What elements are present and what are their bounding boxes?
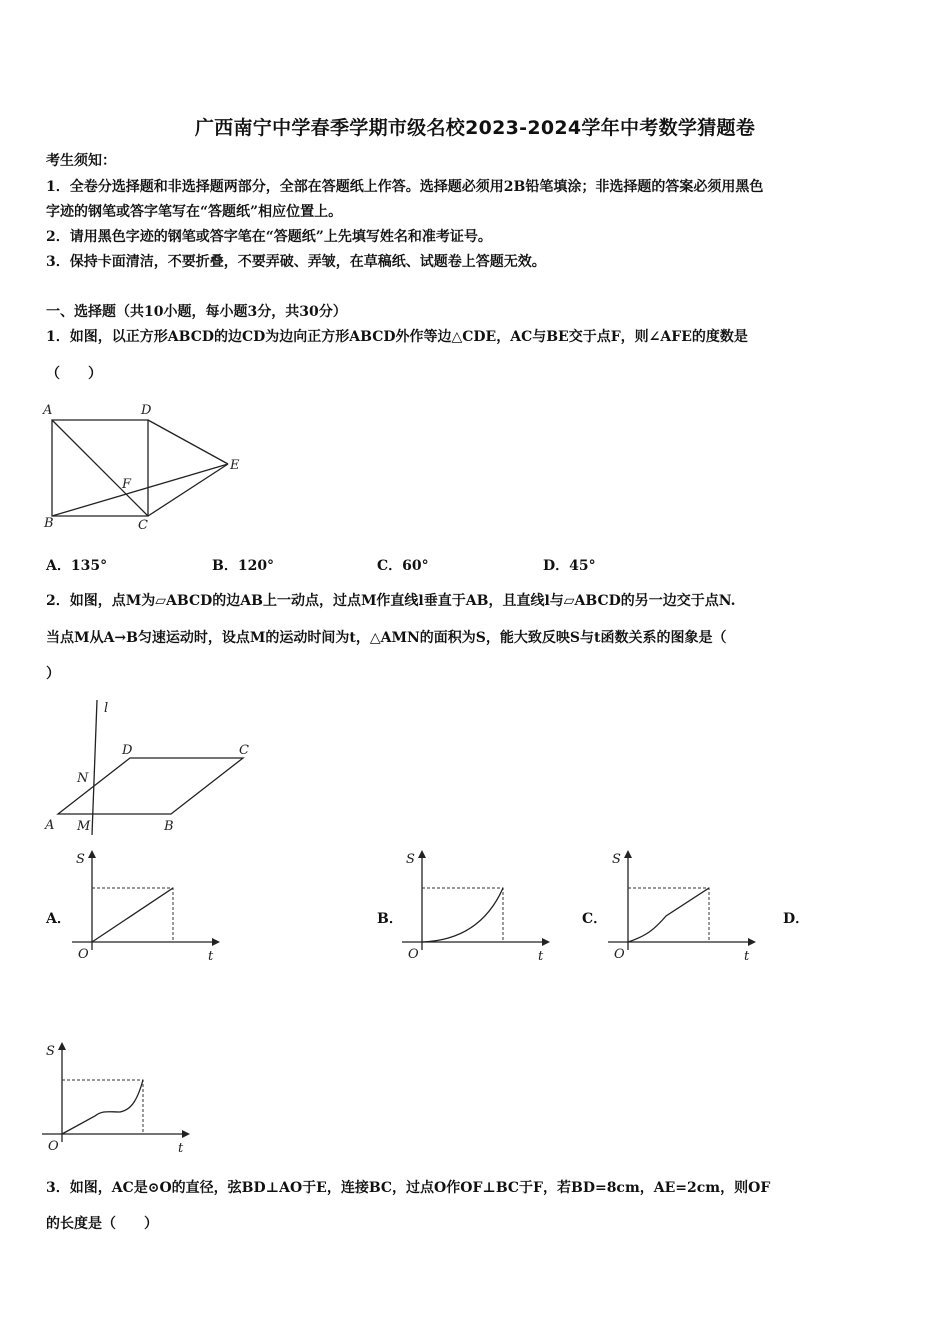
q1-answer-paren: （ ）	[46, 366, 102, 382]
graph-d-t-label: t	[178, 1141, 184, 1156]
page-title: 广西南宁中学春季学期市级名校2023-2024学年中考数学猜题卷	[194, 117, 756, 139]
q1-square-figure	[40, 400, 250, 535]
graph-b-o-label: O	[408, 947, 419, 962]
q2-option-a: A．	[46, 911, 71, 927]
graph-d-o-label: O	[48, 1139, 59, 1154]
q2-graph-b	[400, 848, 560, 963]
q1-option-c: C．60°	[377, 558, 429, 574]
graph-a-s-label: S	[76, 852, 85, 867]
q1-option-b: B．120°	[212, 558, 275, 574]
q2-option-b: B．	[377, 911, 403, 927]
q2-label-m: M	[77, 819, 91, 834]
q2-line1: 2．如图，点M为▱ABCD的边AB上一动点，过点M作直线l垂直于AB，且直线l与▱ABCD的另一边交于点N.	[46, 593, 736, 609]
graph-c-s-label: S	[612, 852, 621, 867]
q2-label-n: N	[77, 771, 89, 786]
q2-label-l: l	[104, 701, 109, 716]
graph-c-t-label: t	[744, 949, 750, 964]
q3-line1: 3．如图，AC是⊙O的直径，弦BD⊥AO于E，连接BC，过点O作OF⊥BC于F，若BD=8cm，AE=2cm，则OF	[46, 1180, 771, 1196]
graph-b-s-label: S	[406, 852, 415, 867]
q2-option-d: D．	[783, 911, 810, 927]
q2-graph-d	[40, 1040, 200, 1155]
q3-line2: 的长度是（ ）	[46, 1216, 158, 1232]
graph-b-t-label: t	[538, 949, 544, 964]
graph-c-o-label: O	[614, 947, 625, 962]
q2-parallelogram-figure	[40, 695, 260, 840]
q1-label-b: B	[44, 516, 54, 531]
q1-label-f: F	[122, 477, 132, 492]
q1-option-d: D．45°	[543, 558, 596, 574]
graph-a-o-label: O	[78, 947, 89, 962]
q2-label-b: B	[164, 819, 174, 834]
q2-label-c: C	[239, 743, 249, 758]
q2-line2: 当点M从A→B匀速运动时，设点M的运动时间为t，△AMN的面积为S，能大致反映S与t函数关系的图象是（	[46, 630, 727, 646]
q1-label-e: E	[230, 458, 240, 473]
q2-label-a: A	[45, 818, 55, 833]
q1-label-d: D	[141, 403, 152, 418]
notice-item: 字迹的钢笔或答字笔写在“答题纸”相应位置上。	[46, 204, 343, 220]
q2-graph-c	[606, 848, 766, 963]
q1-label-c: C	[138, 518, 148, 533]
notice-item: 3．保持卡面清洁，不要折叠，不要弄破、弄皱，在草稿纸、试题卷上答题无效。	[46, 254, 546, 270]
q2-label-d: D	[122, 743, 133, 758]
section-heading: 一、选择题（共10小题，每小题3分，共30分）	[46, 304, 347, 320]
q1-text: 1．如图，以正方形ABCD的边CD为边向正方形ABCD外作等边△CDE，AC与BE交于点F，则∠AFE的度数是	[46, 329, 748, 345]
q1-label-a: A	[43, 403, 53, 418]
notice-item: 1．全卷分选择题和非选择题两部分，全部在答题纸上作答。选择题必须用2B铅笔填涂；非选择题的答案必须用黑色	[46, 179, 764, 195]
q2-line3: ）	[46, 666, 60, 682]
graph-a-t-label: t	[208, 949, 214, 964]
q1-option-a: A．135°	[46, 558, 108, 574]
q2-graph-a	[70, 848, 230, 963]
notice-heading: 考生须知：	[46, 153, 116, 169]
notice-item: 2．请用黑色字迹的钢笔或答字笔在“答题纸”上先填写姓名和准考证号。	[46, 229, 492, 245]
q2-option-c: C．	[582, 911, 608, 927]
graph-d-s-label: S	[46, 1044, 55, 1059]
